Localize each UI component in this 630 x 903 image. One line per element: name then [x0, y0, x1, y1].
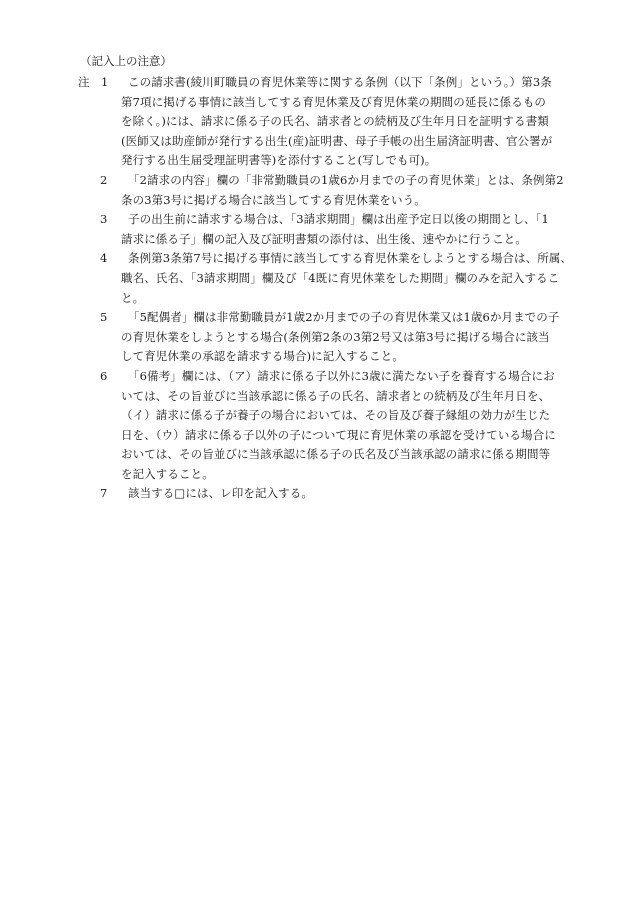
note-number: 6: [100, 368, 108, 383]
note-item: [48, 308, 578, 367]
note-number: 5: [100, 310, 108, 325]
note-line: 「6備考」欄には、（ア）請求に係る子以外に3歳に満たない子を養育する場合にお: [128, 368, 555, 383]
note-line: 発行する出生届受理証明書等)を添付すること(写しでも可)。: [121, 153, 437, 168]
note-line: 日を、（ウ）請求に係る子以外の子について現に育児休業の承認を受けている場合に: [121, 427, 556, 442]
note-item: [48, 171, 578, 210]
notes-list: [48, 73, 578, 504]
note-line: （イ）請求に係る子が養子の場合においては、その旨及び養子縁組の効力が生じた: [121, 408, 551, 423]
note-item: [48, 73, 578, 171]
note-text: [121, 484, 578, 504]
note-line: 条の3第3号に掲げる場合に該当してする育児休業をいう。: [121, 192, 426, 207]
note-number: 4: [100, 251, 108, 266]
note-line: と。: [121, 290, 145, 305]
note-line: 「2請求の内容」欄の「非常勤職員の1歳6か月までの子の育児休業」とは、条例第2: [128, 172, 564, 187]
note-line: の育児休業をしようとする場合(条例第2条の3第2号又は第3号に掲げる場合に該当: [121, 329, 550, 344]
note-line: 第7項に掲げる事情に該当してする育児休業及び育児休業の期間の延長に係るもの: [121, 94, 547, 109]
note-item: [48, 484, 578, 504]
note-text: [121, 367, 578, 485]
note-line: 「5配偶者」欄は非常勤職員が1歳2か月までの子の育児休業又は1歳6か月までの子: [128, 310, 560, 325]
note-item: [48, 210, 578, 249]
note-line: を記入すること。: [121, 466, 214, 481]
note-number: 3: [100, 212, 108, 227]
note-line: この請求書(綾川町職員の育児休業等に関する条例（以下「条例」という。）第3条: [128, 75, 552, 89]
note-text: [121, 308, 578, 367]
note-line: 請求に係る子」欄の記入及び証明書類の添付は、出生後、速やかに行うこと。: [121, 231, 527, 246]
note-line: 条例第3条第7号に掲げる事情に該当してする育児休業をしようとする場合は、所属、: [128, 251, 573, 266]
note-line: を除く。)には、請求に係る子の氏名、請求者との続柄及び生年月日を証明する書類: [121, 114, 549, 129]
note-number: 1: [101, 75, 109, 89]
note-line: いては、その旨並びに当該承認に係る子の氏名、請求者との続柄及び生年月日を、: [121, 388, 551, 403]
note-item: [48, 249, 578, 308]
notes-heading: （記入上の注意）: [80, 54, 172, 68]
note-line: 該当する□には、レ印を記入する。: [128, 486, 313, 501]
note-number: 7: [100, 486, 108, 501]
note-text: [121, 171, 578, 210]
note-number: 2: [100, 172, 108, 187]
note-line: (医師又は助産師が発行する出生(産)証明書、母子手帳の出生届済証明書、官公署が: [121, 133, 553, 148]
note-line: して育児休業の承認を請求する場合)に記入すること。: [121, 349, 404, 364]
note-line: 子の出生前に請求する場合は、「3請求期間」欄は出産予定日以後の期間とし、「1: [128, 212, 549, 227]
note-line: 職名、氏名、「3請求期間」欄及び「4既に育児休業をした期間」欄のみを記入するこ: [121, 270, 560, 285]
note-line: おいては、その旨並びに当該承認に係る子の氏名及び当該承認の請求に係る期間等: [121, 447, 551, 462]
note-text: [121, 73, 578, 171]
note-item: [48, 367, 578, 485]
note-text: [121, 249, 578, 308]
note-text: [121, 210, 578, 249]
note-mark: 注: [78, 75, 90, 89]
